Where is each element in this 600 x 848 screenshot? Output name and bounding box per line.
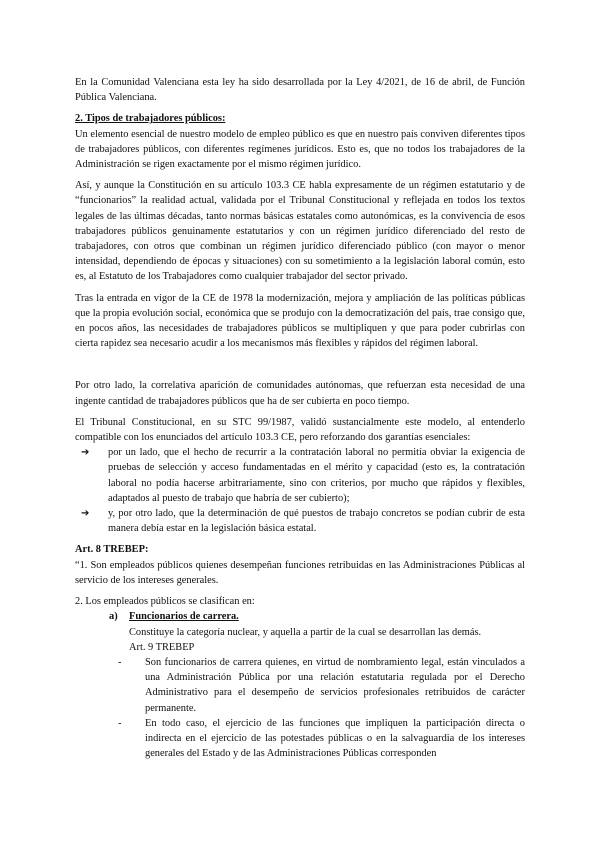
paragraph: Por otro lado, la correlativa aparición de comunidades autónomas, que refuerzan esta necesidad de una ingente cantidad de trabajadores públicos que ha de ser cubierta en poco tiempo. (75, 380, 525, 407)
intro-paragraph: En la Comunidad Valenciana esta ley ha sido desarrollada por la Ley 4/2021, de 16 de abril, de Función Pública Valenciana. (75, 77, 525, 104)
category-description: Constituye la categoría nuclear, y aquella a partir de la cual se desarrollan las demás. (129, 626, 482, 638)
paragraph: Así, y aunque la Constitución en su artículo 103.3 CE habla expresamente de un régimen estatutario y de “funcionarios” la realidad actual, validada por el Tribunal Constitucional y reflejada en todos los textos legales de las últimas décadas, tanto normas básicas estatales como autonómicas, es la convivencia de esos trabajadores públicos genuinamente estatutarios y con un régimen jurídico diferenciado del resto de trabajadores, con otros que combinan un régimen jurídico diferenciado público (con mayor o menor intensidad, dependiendo de épocas y situaciones) con su sometimiento a la legislación laboral común, esto es, al Estatuto de los Trabajadores como cualquier trabajador del sector privado. (75, 180, 525, 283)
paragraph: Tras la entrada en vigor de la CE de 1978 la modernización, mejora y ampliación de las políticas públicas que la propia evolución social, económica que se produjo con la democratización del país, trae consigo que, en pocos años, las necesidades de trabajadores públicos se multipliquen y que para poder cubrirlas con cierta rapidez sea necesario acudir a los mecanismos más flexibles y rápidos del régimen laboral. (75, 292, 525, 350)
article-heading: Art. 8 TREBEP: (75, 544, 149, 556)
list-item: - Son funcionarios de carrera quienes, en virtud de nombramiento legal, están vinculados a una Administración Pública por una relación estatutaria regulada por el Derecho Administrativo para el desempeño de servicios profesionales retribuidos de carácter permanente. (118, 656, 525, 714)
paragraph: 2. Los empleados públicos se clasifican en: (75, 596, 255, 608)
paragraph: “1. Son empleados públicos quienes desempeñan funciones retribuidas en las Administraciones Públicas al servicio de los intereses generales. (75, 559, 525, 586)
category-a (75, 609, 525, 655)
list-item: ➔ y, por otro lado, que la determinación de qué puestos de trabajo concretos se podían cubrir de esta manera debía estar en la legislación básica estatal. (81, 508, 525, 535)
guarantees-list (75, 445, 525, 536)
category-a-points (75, 655, 525, 761)
text-column (75, 75, 525, 761)
dash-bullet: - (118, 717, 122, 729)
arrow-bullet-icon: ➔ (81, 447, 90, 459)
arrow-bullet-icon: ➔ (81, 508, 90, 520)
paragraph: El Tribunal Constitucional, en su STC 99/1987, validó sustancialmente este modelo, al entenderlo compatible con los enunciados del artículo 103.3 CE, pero reforzando dos garantías esenciales: (75, 416, 525, 444)
list-item: - En todo caso, el ejercicio de las funciones que impliquen la participación directa o indirecta en el ejercicio de las potestades públicas o en la salvaguardia de los intereses generales del Estado y de las Administraciones Públicas corresponden (118, 717, 525, 760)
article-reference: Art. 9 TREBEP (129, 641, 195, 653)
paragraph: Un elemento esencial de nuestro modelo de empleo público es que en nuestro país conviven diferentes tipos de trabajadores públicos, con diferentes regímenes jurídicos. Esto es, que no todos los trabajadores de la Administración se rigen exactamente por el mismo régimen jurídico. (75, 128, 525, 171)
list-item: ➔ por un lado, que el hecho de recurrir a la contratación laboral no permitía obviar la exigencia de pruebas de selección y acceso fundamentadas en el mérito y capacidad (esto es, la contratación laboral no podía hacerse arbitrariamente, sino con criterios, por mucho que rápidos y flexibles, adaptados al puesto de trabajo que habría de ser cubierto); (81, 447, 525, 504)
item-letter: a) (109, 611, 118, 623)
dash-bullet: - (118, 656, 122, 668)
category-title: Funcionarios de carrera. (129, 611, 239, 623)
section-heading: 2. Tipos de trabajadores públicos: (75, 113, 226, 125)
